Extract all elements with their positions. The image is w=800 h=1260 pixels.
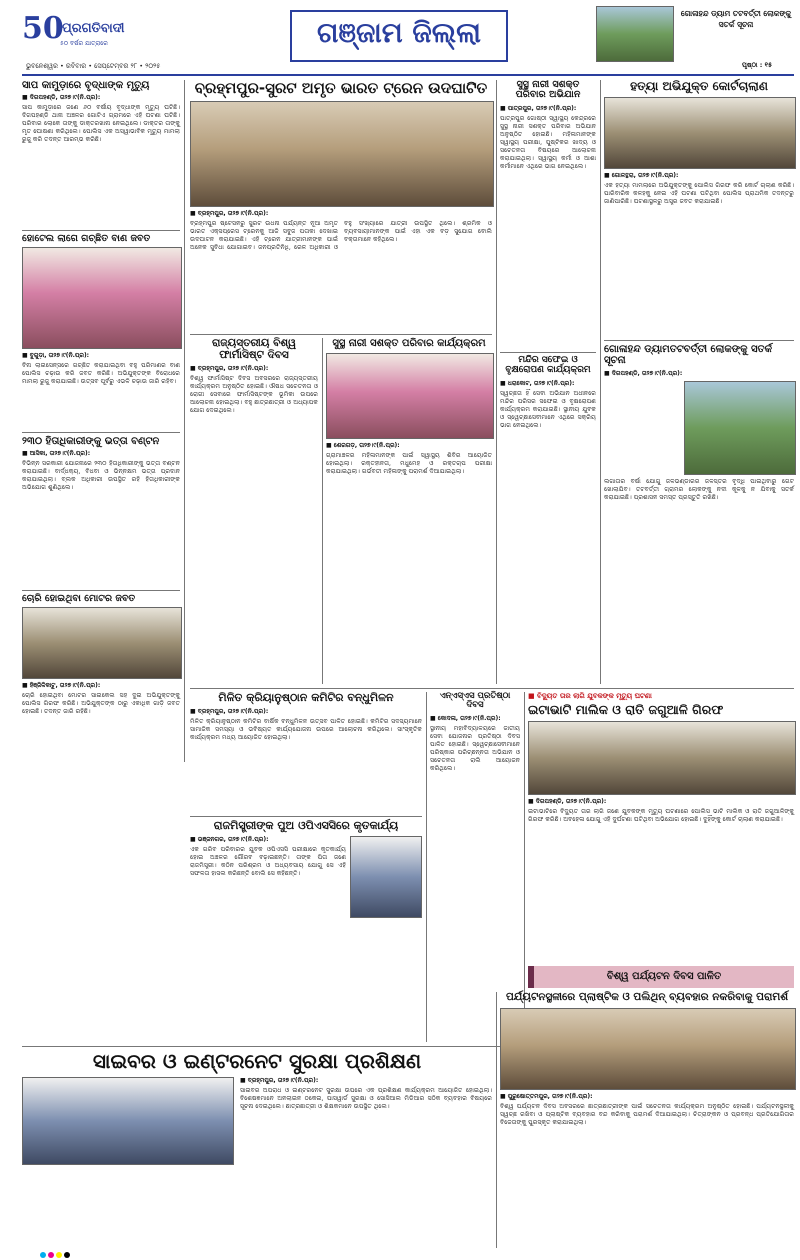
body-pharmacist: ବିଶ୍ୱ ଫାର୍ମାସିଷ୍ଟ ଦିବସ ଅବସରରେ ରାଜ୍ୟସ୍ତରୀୟ କାର୍ଯ୍ୟକ୍ରମ ଅନୁଷ୍ଠିତ ହୋଇଛି। ଔଷଧ ସଚେତନତା ଓ ରୋଗୀ ସେବାରେ ଫାର୍ମାସିଷ୍ଟଙ୍କ ଭୂମିକା ଉପରେ ଆଲୋଚନା ହୋଇଥିଲା। ବହୁ ଛାତ୍ରଛାତ୍ରୀ ଓ ଅଧ୍ୟାପକ ଯୋଗ ଦେଇଥିଲେ। bbox=[190, 375, 318, 415]
photo-stolen-motor bbox=[22, 607, 182, 679]
story-train bbox=[190, 80, 492, 330]
masthead-rule bbox=[22, 74, 794, 76]
story-pharmacist bbox=[190, 338, 318, 684]
story-brickkiln bbox=[528, 692, 794, 962]
kicker-brickkiln: ■ ବିଦ୍ୟୁତ ତାର ଲାଗି ଯୁବକଙ୍କ ମୃତ୍ୟୁ ଘଟଣା bbox=[528, 692, 652, 700]
story-cyber bbox=[22, 1050, 492, 1246]
anniversary-number: 50 bbox=[22, 11, 64, 46]
story-committee bbox=[190, 692, 422, 812]
body-allowance: ବିଭିନ୍ନ ସରକାରୀ ଯୋଜନାରେ ୨୩୦ ହିତାଧିକାରୀଙ୍କୁ ଭତ୍ତା ବଣ୍ଟନ କରାଯାଇଛି। ବାର୍ଦ୍ଧକ୍ୟ, ବିଧବା ଓ ଭିନ୍ନକ୍ଷମ ଭତ୍ତା ପ୍ରଦାନ କରାଯାଇଥିଲା। ବ୍ଲକ ଅଧିକାରୀ ଉପସ୍ଥିତ ରହି ହିତାଧିକାରୀଙ୍କ ଅଭିଯୋଗ ଶୁଣିଥିଲେ। bbox=[22, 460, 180, 491]
byline-temple: ■ ଧରାକୋଟ, ତା୨୭।୯(ନି.ପ୍ର): bbox=[500, 379, 575, 387]
body-committee: ମିଳିତ କ୍ରିୟାନୁଷ୍ଠାନ କମିଟିର ବାର୍ଷିକ ବନ୍ଧୁମିଳନ ଉତ୍ସବ ପାଳିତ ହୋଇଛି। କମିଟିର ସଦସ୍ୟମାନେ ସାମାଜିକ ସମସ୍ୟା ଓ ଭବିଷ୍ୟତ କାର୍ଯ୍ୟଯୋଜନା ଉପରେ ଆଲୋଚନା କରିଥିଲେ। ସାଂସ୍କୃତିକ କାର୍ଯ୍ୟକ୍ରମ ମଧ୍ୟ ଆୟୋଜିତ ହୋଇଥିଲା। bbox=[190, 718, 422, 742]
reg-mark-black bbox=[64, 1252, 70, 1258]
body-cyber: ସାଇବର ଅପରାଧ ଓ ଇଣ୍ଟରନେଟ ସୁରକ୍ଷା ଉପରେ ଏକ ପ୍ରଶିକ୍ଷଣ କାର୍ଯ୍ୟକ୍ରମ ଆୟୋଜିତ ହୋଇଥିଲା। ବିଶେଷଜ୍ଞମାନେ ଅନଲାଇନ ଠକେଇ, ପାସୱାର୍ଡ ସୁରକ୍ଷା ଓ ସୋସିଆଲ ମିଡିଆର ସଠିକ ବ୍ୟବହାର ବିଷୟରେ ସୂଚନା ଦେଇଥିଲେ। ଛାତ୍ରଛାତ୍ରୀ ଓ ଶିକ୍ଷକମାନେ ଉପସ୍ଥିତ ଥିଲେ। bbox=[240, 1087, 492, 1110]
column-rule bbox=[496, 992, 497, 1248]
headline-snakebite: ସାପ କାମୁଡ଼ାରେ ବୃଦ୍ଧାଙ୍କ ମୃତ୍ୟୁ bbox=[22, 80, 150, 91]
byline-firecrackers: ■ ବୁଗୁଡ଼ା, ତା୨୭।୯(ନି.ପ୍ର): bbox=[22, 352, 90, 360]
body-stolen-motor: ଚୋରି ହୋଇଥିବା ମୋଟର ସାଇକେଲ ସହ ଦୁଇ ଅଭିଯୁକ୍ତଙ୍କୁ ପୋଲିସ ଗିରଫ କରିଛି। ଅଭିଯୁକ୍ତଙ୍କ ଠାରୁ ଏକାଧିକ ଗାଡ଼ି ଜବତ ହୋଇଛି। ତଦନ୍ତ ଜାରି ରହିଛି। bbox=[22, 692, 180, 716]
byline-stolen-motor: ■ ହିଞ୍ଜିଳିକାଟୁ, ତା୨୭।୯(ନି.ପ୍ର): bbox=[22, 682, 101, 690]
headline-nss: ଏନ୍‌ଏସ୍‌ଏସ ପ୍ରତିଷ୍ଠା ଦିବସ bbox=[439, 691, 511, 711]
photo-brickkiln bbox=[528, 721, 796, 795]
reg-mark-yellow bbox=[56, 1252, 62, 1258]
divider bbox=[500, 352, 596, 353]
byline-women-health: ■ ଶେରଗଡ଼, ତା୨୭।୯(ନି.ପ୍ର): bbox=[326, 442, 400, 449]
byline-opsc: ■ ଭଞ୍ଜନଗର, ତା୨୭।୯(ନି.ପ୍ର): bbox=[190, 836, 269, 844]
headline-tourism: ପର୍ଯ୍ୟଟନସ୍ଥଳୀରେ ପ୍ଲାଷ୍ଟିକ ଓ ପଲିଥିନ୍ ବ୍ୟବହାର ନକରିବାକୁ ପରାମର୍ଶ bbox=[505, 991, 789, 1003]
story-dam bbox=[604, 344, 794, 684]
story-snakebite bbox=[22, 80, 180, 227]
divider bbox=[190, 688, 794, 689]
photo-murder bbox=[604, 97, 796, 169]
byline-cyber: ■ ବ୍ରହ୍ମପୁର, ତା୨୭।୯(ନି.ପ୍ର): bbox=[240, 1077, 319, 1084]
body-tourism: ବିଶ୍ୱ ପର୍ଯ୍ୟଟନ ଦିବସ ଅବସରରେ ଛାତ୍ରଛାତ୍ରୀଙ୍କ ପାଇଁ ସଚେତନତା କାର୍ଯ୍ୟକ୍ରମ ଅନୁଷ୍ଠିତ ହୋଇଛି। ପର୍ଯ୍ୟଟନସ୍ଥଳୀକୁ ସ୍ୱଚ୍ଛ ରଖିବା ଓ ପ୍ଲାଷ୍ଟିକ ବ୍ୟବହାର ବନ୍ଦ କରିବାକୁ ପରାମର୍ଶ ଦିଆଯାଇଥିଲା। ଚିତ୍ରାଙ୍କନ ଓ ପ୍ରବନ୍ଧ ପ୍ରତିଯୋଗିତାର ବିଜେତାଙ୍କୁ ପୁରସ୍କୃତ କରାଯାଇଥିଲା। bbox=[500, 1102, 794, 1126]
body-firecrackers: ବିନା ଲାଇସେନ୍ସରେ ଗଚ୍ଛିତ କରାଯାଇଥିବା ବହୁ ପରିମାଣର ବାଣ ପୋଲିସ ଚଢ଼ାଉ କରି ଜବତ କରିଛି। ଅଭିଯୁକ୍ତଙ୍କ ବିରୋଧରେ ମାମଲା ରୁଜୁ କରାଯାଇଛି। ଉତ୍ସବ ପୂର୍ବରୁ ଏଭଳି ଚଢ଼ାଉ ଜାରି ରହିବ। bbox=[22, 362, 180, 386]
column-rule bbox=[426, 692, 427, 1042]
divider bbox=[22, 230, 180, 231]
story-firecrackers bbox=[22, 234, 180, 430]
story-murder bbox=[604, 80, 794, 336]
photo-cyber bbox=[22, 1077, 234, 1165]
story-stolen-motor bbox=[22, 594, 180, 764]
photo-tourism bbox=[500, 1008, 796, 1090]
column-rule bbox=[184, 80, 185, 762]
byline-nss: ■ କୋଦଳା, ତା୨୭।୯(ନି.ପ୍ର): bbox=[430, 714, 501, 722]
body-nss: ସ୍ଥାନୀୟ ମହାବିଦ୍ୟାଳୟରେ ଜାତୀୟ ସେବା ଯୋଜନାର ପ୍ରତିଷ୍ଠା ଦିବସ ପାଳିତ ହୋଇଛି। ସ୍ୱେଚ୍ଛାସେବୀମାନେ ପରିଷ୍କାର ପରିଚ୍ଛନ୍ନତା ଅଭିଯାନ ଓ ସଚେତନତା ରାଲି ଆୟୋଜନ କରିଥିଲେ। bbox=[430, 724, 520, 772]
photo-firecrackers bbox=[22, 247, 182, 349]
headline-temple: ମନ୍ଦିର ସଫେଇ ଓ ବୃକ୍ଷରୋପଣ କାର୍ଯ୍ୟକ୍ରମ bbox=[505, 355, 591, 375]
story-women-campaign bbox=[500, 80, 596, 348]
column-rule bbox=[524, 692, 525, 1042]
headline-brickkiln: ଇଟାଭାଟି ମାଲିକ ଓ ରାତି ଜଗୁଆଳି ଗିରଫ bbox=[528, 702, 724, 717]
registration-marks bbox=[0, 1250, 800, 1260]
headline-dam: ଗୋଳାହନ୍ଦ ଡ୍ୟାମତଟବର୍ତ୍ତୀ ଲୋକଙ୍କୁ ସତର୍କ ସୂଚନା bbox=[604, 344, 773, 366]
promo-photo bbox=[596, 6, 674, 62]
column-rule bbox=[496, 80, 497, 684]
body-murder: ଏକ ହତ୍ୟା ମାମଲାରେ ଅଭିଯୁକ୍ତଙ୍କୁ ପୋଲିସ ଗିରଫ କରି କୋର୍ଟ ଚାଲାଣ କରିଛି। ପାରିବାରିକ କଳହକୁ ନେଇ ଏହି ଘଟଣା ଘଟିଥିବା ପୋଲିସ ପ୍ରାଥମିକ ତଦନ୍ତରୁ ଜାଣିପାରିଛି। ଘଟଣାସ୍ଥଳରୁ ଅସ୍ତ୍ର ଜବତ କରାଯାଇଛି। bbox=[604, 182, 794, 206]
column-rule bbox=[322, 338, 323, 684]
byline-brickkiln: ■ ଦିଗପହଣ୍ଡି, ତା୨୭।୯(ନି.ପ୍ର): bbox=[528, 797, 607, 805]
reg-mark-cyan bbox=[40, 1252, 46, 1258]
anniversary-logo bbox=[22, 10, 62, 50]
divider bbox=[190, 816, 422, 817]
body-snakebite: ସାପ କାମୁଡ଼ାରେ ଜଣେ ୬୦ ବର୍ଷୀୟ ବୃଦ୍ଧାଙ୍କ ମୃତ୍ୟୁ ଘଟିଛି। ଦିଗପହଣ୍ଡି ଥାନା ଅଞ୍ଚଳର ଗୋଟିଏ ଗ୍ରାମରେ ଏହି ଘଟଣା ଘଟିଛି। ପରିବାର ଲୋକେ ତାଙ୍କୁ ଡାକ୍ତରଖାନା ନେଇଥିଲେ। ଡାକ୍ତର ତାଙ୍କୁ ମୃତ ଘୋଷଣା କରିଥିଲେ। ପୋଲିସ ଏକ ଅସ୍ୱାଭାବିକ ମୃତ୍ୟୁ ମାମଲା ରୁଜୁ କରି ତଦନ୍ତ ଆରମ୍ଭ କରିଛି। bbox=[22, 104, 180, 143]
headline-murder: ହତ୍ୟା ଅଭିଯୁକ୍ତ କୋର୍ଟଚାଲାଣ bbox=[630, 79, 768, 93]
story-allowance bbox=[22, 436, 180, 588]
tagline: ୫୦ ବର୍ଷର ଯାତ୍ରାରେ bbox=[60, 40, 108, 47]
story-tourism bbox=[500, 992, 794, 1248]
byline-murder: ■ ଗୋଳନ୍ଥରା, ତା୨୭।୯(ନି.ପ୍ର): bbox=[604, 172, 679, 180]
byline-dam: ■ ଦିଗପହଣ୍ଡି, ତା୨୭।୯(ନି.ପ୍ର): bbox=[604, 370, 683, 377]
byline-allowance: ■ ଆସିକା, ତା୨୭।୯(ନି.ପ୍ର): bbox=[22, 450, 91, 457]
byline-tourism: ■ ପୁରୁଷୋତ୍ତମପୁର, ତା୨୭।୯(ନି.ପ୍ର): bbox=[500, 1092, 593, 1100]
page-title: ଗଞ୍ଜାମ ଜିଲ୍ଲା bbox=[317, 16, 481, 49]
divider bbox=[604, 340, 794, 341]
headline-firecrackers: ହୋଟେଲ ଲାଗେ ଗଚ୍ଛିତ ବାଣ ଜବତ bbox=[22, 233, 151, 244]
body-women-campaign: ପାତ୍ରପୁର ଗୋଷ୍ଠୀ ସ୍ୱାସ୍ଥ୍ୟ କେନ୍ଦ୍ରରେ ସୁସ୍ଥ ନାରୀ ସଶକ୍ତ ପରିବାର ଅଭିଯାନ ଅନୁଷ୍ଠିତ ହୋଇଛି। ମହିଳାମାନଙ୍କ ସ୍ୱାସ୍ଥ୍ୟ ପରୀକ୍ଷା, ପୁଷ୍ଟିକର ଖାଦ୍ୟ ଓ ସଚେତନତା ବିଷୟରେ ଆଲୋଚନା କରାଯାଇଥିଲା। ସ୍ୱାସ୍ଥ୍ୟ କର୍ମୀ ଓ ଆଶା କର୍ମୀମାନେ ଏଥିରେ ଭାଗ ନେଇଥିଲେ। bbox=[500, 114, 596, 170]
headline-women-campaign: ସୁସ୍ଥ ନାରୀ ସଶକ୍ତ ପରିବାର ଅଭିଯାନ bbox=[515, 79, 581, 101]
photo-opsc bbox=[350, 836, 422, 918]
body-dam: ଲଗାତାର ବର୍ଷା ଯୋଗୁ ଜଳଭଣ୍ଡାରର ଜଳସ୍ତର ବୃଦ୍ଧି ପାଇଥିବାରୁ ଗେଟ ଖୋଲାଯିବ। ତଟବର୍ତ୍ତୀ ଗ୍ରାମର ଲୋକଙ୍କୁ ନଦୀ କୂଳକୁ ନ ଯିବାକୁ ସତର୍କ କରାଯାଇଛି। ପ୍ରଶାସନ ସମସ୍ତ ପ୍ରସ୍ତୁତି ରଖିଛି। bbox=[604, 478, 794, 501]
headline-train: ବ୍ରହ୍ମପୁର-ସୁରଟ ଅମୃତ ଭାରତ ଟ୍ରେନ ଉଦଘାଟିତ bbox=[194, 79, 488, 97]
headline-allowance: ୨୩୦ ହିତାଧିକାରୀଙ୍କୁ ଭତ୍ତା ବଣ୍ଟନ bbox=[22, 436, 160, 447]
headline-pharmacist: ରାଜ୍ୟସ୍ତରୀୟ ବିଶ୍ୱ ଫାର୍ମାସିଷ୍ଟ ଦିବସ bbox=[211, 337, 297, 361]
paper-name: ପ୍ରଗତିବାଦୀ bbox=[62, 21, 125, 36]
byline-snakebite: ■ ଦିଗପହଣ୍ଡି, ତା୨୭।୯(ନି.ପ୍ର): bbox=[22, 94, 101, 101]
body-women-health: ଗ୍ରାମାଞ୍ଚଳର ମହିଳାମାନଙ୍କ ପାଇଁ ସ୍ୱାସ୍ଥ୍ୟ ଶିବିର ଆୟୋଜିତ ହୋଇଥିଲା। ରକ୍ତହୀନତା, ମଧୁମେହ ଓ ରକ୍ତଚାପ ପରୀକ୍ଷା କରାଯାଇଥିଲା। ଗର୍ଭବତୀ ମହିଳାଙ୍କୁ ପରାମର୍ଶ ଦିଆଯାଇଥିଲା। bbox=[326, 452, 492, 475]
headline-opsc: ରାଜମିସ୍ତ୍ରୀଙ୍କ ପୁଅ ଓପିଏସସିରେ କୃତକାର୍ଯ୍ୟ bbox=[213, 819, 399, 832]
divider bbox=[190, 334, 492, 335]
page-title-box bbox=[290, 10, 508, 62]
headline-committee: ମିଳିତ କ୍ରିୟାନୁଷ୍ଠାନ କମିଟିର ବନ୍ଧୁମିଳନ bbox=[218, 691, 394, 704]
masthead bbox=[0, 0, 800, 74]
body-opsc: ଏକ ଗରିବ ପରିବାରର ଯୁବକ ଓପିଏସସି ପରୀକ୍ଷାରେ କୃତକାର୍ଯ୍ୟ ହୋଇ ଅଞ୍ଚଳର ଗୌରବ ବଢ଼ାଇଛନ୍ତି। ତାଙ୍କ ପିତା ଜଣେ ରାଜମିସ୍ତ୍ରୀ। କଠିନ ପରିଶ୍ରମ ଓ ଅଧ୍ୟବସାୟ ଯୋଗୁ ସେ ଏହି ସଫଳତା ହାସଲ କରିଛନ୍ତି ବୋଲି ସେ କହିଛନ୍ତି। bbox=[190, 846, 346, 878]
divider bbox=[22, 590, 180, 591]
body-brickkiln: ଇଟାଭାଟିରେ ବିଦ୍ୟୁତ ତାର ଲାଗି ଜଣେ ଯୁବକଙ୍କ ମୃତ୍ୟୁ ଘଟଣାରେ ପୋଲିସ ଭାଟି ମାଲିକ ଓ ରାତି ଜଗୁଆଳିଙ୍କୁ ଗିରଫ କରିଛି। ଅବହେଳା ଯୋଗୁ ଏହି ଦୁର୍ଘଟଣା ଘଟିଥିବା ଅଭିଯୋଗ ହୋଇଛି। ଦୁହିଁଙ୍କୁ କୋର୍ଟ ଚାଲାଣ କରାଯାଇଛି। bbox=[528, 807, 794, 823]
tourism-banner-text: ବିଶ୍ୱ ପର୍ଯ୍ୟଟନ ଦିବସ ପାଳିତ bbox=[606, 971, 722, 982]
column-rule bbox=[600, 80, 601, 684]
story-opsc bbox=[190, 820, 422, 1044]
page-number: ପୃଷ୍ଠା : ୧୫ bbox=[742, 61, 773, 69]
byline-pharmacist: ■ ବ୍ରହ୍ମପୁର, ତା୨୭।୯(ନି.ପ୍ର): bbox=[190, 365, 269, 373]
photo-dam bbox=[684, 381, 796, 475]
reg-mark-magenta bbox=[48, 1252, 54, 1258]
story-nss bbox=[430, 692, 520, 1042]
story-temple bbox=[500, 356, 596, 684]
tourism-banner bbox=[528, 966, 794, 988]
headline-cyber: ସାଇବର ଓ ଇଣ୍ଟରନେଟ ସୁରକ୍ଷା ପ୍ରଶିକ୍ଷଣ bbox=[92, 1049, 422, 1073]
body-train: ବ୍ରହ୍ମପୁର ଷ୍ଟେସନରୁ ସୁରଟ ଉଧନା ପର୍ଯ୍ୟନ୍ତ ନୂଆ ଅମୃତ ଭାରତ ଏକ୍ସପ୍ରେସ ଟ୍ରେନକୁ ଆଜି ସବୁଜ ପତାକା ଦେଖାଇ ଉଦଘାଟନ କରାଯାଇଛି। ଏହି ଟ୍ରେନ ଯାତ୍ରୀମାନଙ୍କ ପାଇଁ ଅନେକ ସୁବିଧା ଯୋଗାଇବ। ଜନପ୍ରତିନିଧି, ରେଳ ଅଧିକାରୀ ଓ ବହୁ ସଂଖ୍ୟାରେ ଯାତ୍ରୀ ଉପସ୍ଥିତ ଥିଲେ। ଶ୍ରମିକ ଓ ବ୍ୟବସାୟୀମାନଙ୍କ ପାଇଁ ଏହା ଏକ ବଡ଼ ସୁଯୋଗ ବୋଲି ବକ୍ତାମାନେ କହିଥିଲେ। bbox=[190, 219, 492, 251]
photo-women-health bbox=[326, 353, 494, 439]
dateline: ଭୁବନେଶ୍ୱର • ରବିବାର • ସେପ୍ଟେମ୍ବର ୨୮ • ୨୦୨୫ bbox=[26, 62, 161, 70]
divider bbox=[22, 432, 180, 433]
byline-women-campaign: ■ ପାତ୍ରପୁର, ତା୨୭।୯(ନି.ପ୍ର): bbox=[500, 104, 577, 112]
headline-stolen-motor: ଚୋରି ହୋଇଥିବା ମୋଟର ଜବତ bbox=[22, 593, 136, 604]
story-women-health bbox=[326, 338, 492, 684]
headline-women-health: ସୁସ୍ଥ ନାରୀ ସଶକ୍ତ ପରିବାର କାର୍ଯ୍ୟକ୍ରମ bbox=[332, 338, 486, 349]
promo-text: ଗୋଳାହନ୍ଦ ଡ୍ୟାମ ତଟବର୍ତ୍ତୀ ଲୋକଙ୍କୁ ସତର୍କ ସୂଚନା bbox=[680, 9, 792, 29]
photo-train bbox=[190, 101, 494, 207]
byline-committee: ■ ବ୍ରହ୍ମପୁର, ତା୨୭।୯(ନି.ପ୍ର): bbox=[190, 708, 269, 716]
body-temple: ସ୍ୱଚ୍ଛତା ହିଁ ସେବା ଅଭିଯାନ ଅଧୀନରେ ମନ୍ଦିର ପରିସର ସଫେଇ ଓ ବୃକ୍ଷରୋପଣ କାର୍ଯ୍ୟକ୍ରମ କରାଯାଇଛି। ସ୍ଥାନୀୟ ଯୁବକ ଓ ସ୍ୱେଚ୍ଛାସେବୀମାନେ ଏଥିରେ ସକ୍ରିୟ ଭାଗ ନେଇଥିଲେ। bbox=[500, 389, 596, 429]
byline-train: ■ ବ୍ରହ୍ମପୁର, ତା୨୭।୯(ନି.ପ୍ର): bbox=[190, 209, 269, 217]
